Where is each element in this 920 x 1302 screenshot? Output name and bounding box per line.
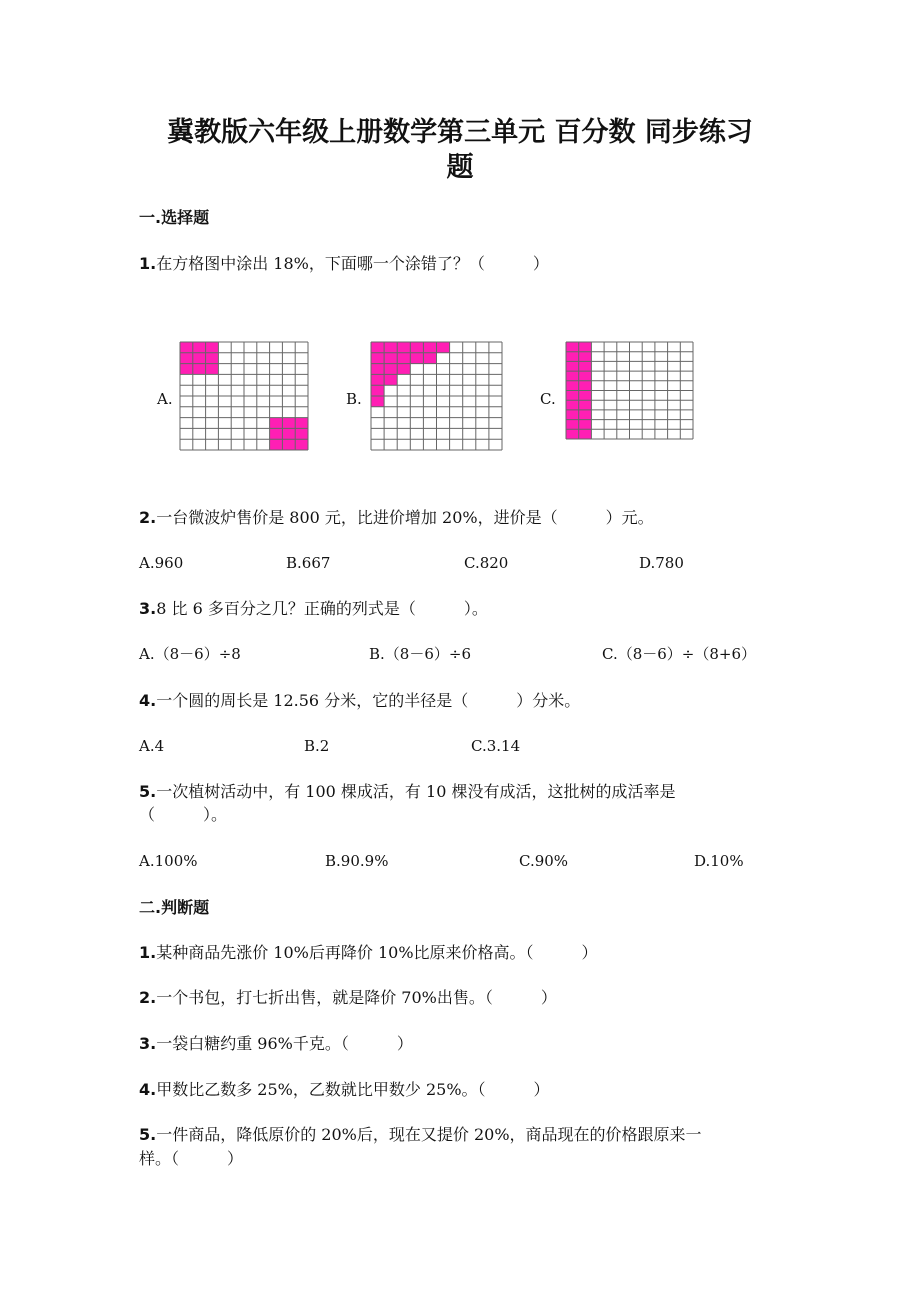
question-2-2 <box>139 987 557 1009</box>
shaded-cell <box>384 374 397 385</box>
question-2-4 <box>139 1079 550 1101</box>
question-number: 2. <box>139 508 157 527</box>
shaded-cell <box>295 418 308 429</box>
page-title-line-1: 冀教版六年级上册数学第三单元 百分数 同步练习 <box>167 117 753 148</box>
shaded-cell <box>579 400 592 410</box>
question-text: 8 比 6 多百分之几？正确的列式是（ ）。 <box>156 599 488 618</box>
option-b: B.90.9% <box>325 852 389 870</box>
shaded-cell <box>180 342 193 353</box>
figure-label-a: A. <box>157 390 173 408</box>
shaded-cell <box>384 353 397 364</box>
option-b: B.（8－6）÷6 <box>369 645 471 663</box>
question-1-4 <box>139 690 580 712</box>
shaded-cell <box>295 439 308 450</box>
question-text: 一台微波炉售价是 800 元，比进价增加 20%，进价是（ ）元。 <box>156 508 654 527</box>
shaded-cell <box>423 342 436 353</box>
shaded-cell <box>437 342 450 353</box>
shaded-cell <box>566 361 579 371</box>
question-1-5-continuation: （ ）。 <box>139 805 228 824</box>
question-number: 3. <box>139 1034 157 1053</box>
shaded-cell <box>579 391 592 401</box>
question-number: 4. <box>139 1080 157 1099</box>
question-text: 某种商品先涨价 10%后再降价 10%比原来价格高。（ ） <box>156 943 598 962</box>
option-b: B.667 <box>286 554 331 572</box>
shaded-cell <box>566 391 579 401</box>
shaded-cell <box>566 381 579 391</box>
shaded-cell <box>371 353 384 364</box>
option-c: C.90% <box>519 852 569 870</box>
page-title-line-2: 题 <box>446 152 474 183</box>
shaded-cell <box>579 342 592 352</box>
question-text: 一次植树活动中，有 100 棵成活，有 10 棵没有成活，这批树的成活率是 <box>156 782 676 801</box>
shaded-cell <box>270 428 283 439</box>
shaded-cell <box>180 353 193 364</box>
question-1-1 <box>139 253 549 275</box>
shaded-cell <box>566 342 579 352</box>
shaded-cell <box>410 342 423 353</box>
question-text: 在方格图中涂出 18%，下面哪一个涂错了？（ ） <box>156 254 549 273</box>
shaded-cell <box>180 364 193 375</box>
section-heading-choice: 一.选择题 <box>139 208 210 227</box>
figure-label-c: C. <box>540 390 556 408</box>
grid-figure-b <box>371 342 502 450</box>
option-a: A.100% <box>139 852 198 870</box>
shaded-cell <box>384 342 397 353</box>
question-number: 1. <box>139 943 157 962</box>
question-text: 一个书包，打七折出售，就是降价 70%出售。（ ） <box>156 988 557 1007</box>
shaded-cell <box>193 353 206 364</box>
shaded-cell <box>579 352 592 362</box>
figure-label-b: B. <box>346 390 362 408</box>
shaded-cell <box>397 364 410 375</box>
shaded-cell <box>579 371 592 381</box>
option-c: C.（8－6）÷（8+6） <box>602 645 757 663</box>
option-d: D.780 <box>639 554 684 572</box>
shaded-cell <box>579 361 592 371</box>
shaded-cell <box>206 342 219 353</box>
option-d: D.10% <box>694 852 744 870</box>
question-text: 一袋白糖约重 96%千克。（ ） <box>156 1034 413 1053</box>
shaded-cell <box>371 396 384 407</box>
shaded-cell <box>384 364 397 375</box>
shaded-cell <box>579 420 592 430</box>
shaded-cell <box>566 352 579 362</box>
section-heading-judgement: 二.判断题 <box>139 898 210 917</box>
question-2-5 <box>139 1124 702 1146</box>
option-a: A.（8－6）÷8 <box>139 645 241 663</box>
shaded-cell <box>282 439 295 450</box>
shaded-cell <box>397 353 410 364</box>
grid-figure-c <box>566 342 693 439</box>
shaded-cell <box>397 342 410 353</box>
shaded-cell <box>423 353 436 364</box>
shaded-cell <box>295 428 308 439</box>
shaded-cell <box>566 371 579 381</box>
question-1-5 <box>139 781 675 803</box>
shaded-cell <box>270 418 283 429</box>
shaded-cell <box>371 385 384 396</box>
question-text: 一个圆的周长是 12.56 分米，它的半径是（ ）分米。 <box>156 691 581 710</box>
question-number: 1. <box>139 254 157 273</box>
grid-figure-a <box>180 342 308 450</box>
option-c: C.820 <box>464 554 509 572</box>
question-number: 3. <box>139 599 157 618</box>
shaded-cell <box>206 364 219 375</box>
shaded-cell <box>371 364 384 375</box>
shaded-cell <box>579 381 592 391</box>
shaded-cell <box>410 353 423 364</box>
question-number: 2. <box>139 988 157 1007</box>
question-number: 5. <box>139 782 157 801</box>
question-number: 4. <box>139 691 157 710</box>
shaded-cell <box>579 410 592 420</box>
shaded-cell <box>193 342 206 353</box>
question-2-3 <box>139 1033 413 1055</box>
shaded-cell <box>270 439 283 450</box>
option-b: B.2 <box>304 737 330 755</box>
shaded-cell <box>566 400 579 410</box>
question-1-3 <box>139 598 488 620</box>
shaded-cell <box>371 374 384 385</box>
shaded-cell <box>371 342 384 353</box>
shaded-cell <box>566 410 579 420</box>
question-number: 5. <box>139 1125 157 1144</box>
option-a: A.4 <box>139 737 165 755</box>
shaded-cell <box>282 428 295 439</box>
question-1-2 <box>139 507 654 529</box>
shaded-cell <box>206 353 219 364</box>
question-2-1 <box>139 942 598 964</box>
shaded-cell <box>566 429 579 439</box>
shaded-cell <box>193 364 206 375</box>
option-a: A.960 <box>139 554 184 572</box>
shaded-cell <box>579 429 592 439</box>
question-text: 一件商品，降低原价的 20%后，现在又提价 20%，商品现在的价格跟原来一 <box>156 1125 702 1144</box>
shaded-cell <box>282 418 295 429</box>
question-2-5-continuation: 样。（ ） <box>139 1149 244 1168</box>
shaded-cell <box>566 420 579 430</box>
question-text: 甲数比乙数多 25%，乙数就比甲数少 25%。（ ） <box>156 1080 550 1099</box>
option-c: C.3.14 <box>471 737 521 755</box>
